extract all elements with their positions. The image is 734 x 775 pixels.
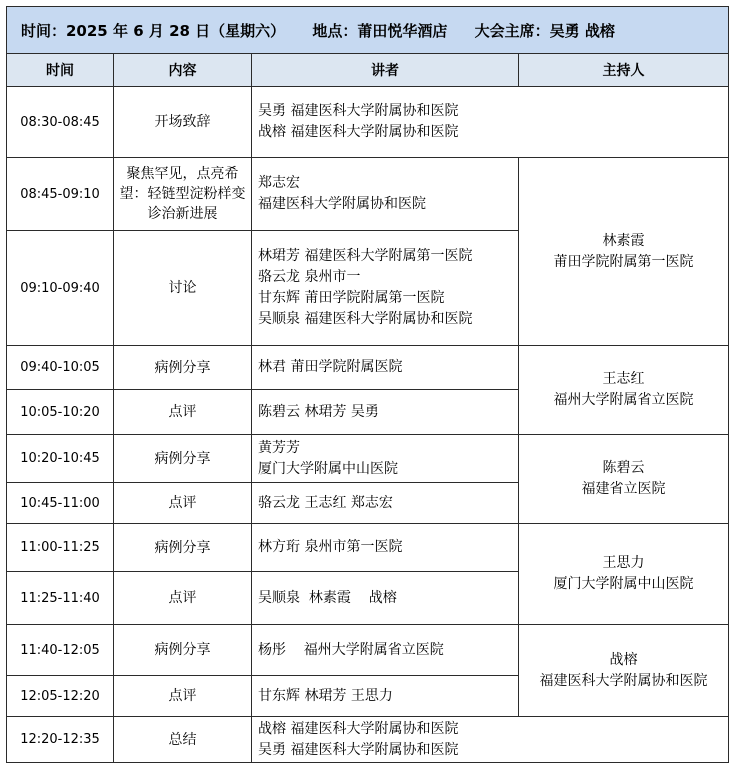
speaker-line: 林珺芳 福建医科大学附属第一医院 xyxy=(258,248,473,264)
header-speaker: 讲者 xyxy=(252,54,519,87)
time-cell: 08:30-08:45 xyxy=(7,87,114,158)
host-hospital: 福建医科大学附属协和医院 xyxy=(539,672,708,689)
host-cell xyxy=(519,625,729,717)
speaker-line: 厦门大学附属中山医院 xyxy=(258,460,398,477)
table-row xyxy=(7,717,729,763)
content-cell: 病例分享 xyxy=(114,625,252,676)
speaker-line: 林君 莆田学院附属医院 xyxy=(258,359,403,375)
host-hospital: 莆田学院附属第一医院 xyxy=(553,253,694,270)
time-cell: 10:20-10:45 xyxy=(7,435,114,483)
speaker-line: 甘东辉 莆田学院附属第一医院 xyxy=(258,290,445,306)
banner-location: 地点：莆田悦华酒店 xyxy=(312,21,448,40)
speaker-line: 骆云龙 王志红 郑志宏 xyxy=(258,494,393,511)
host-hospital: 厦门大学附属中山医院 xyxy=(553,576,694,592)
speaker-line: 吴勇 福建医科大学附属协和医院 xyxy=(258,741,459,758)
time-cell: 09:40-10:05 xyxy=(7,346,114,390)
speaker-cell xyxy=(252,524,519,572)
content-text: 聚焦罕见，点亮希望：轻链型淀粉样变诊治新进展 xyxy=(119,166,246,222)
speaker-line: 福建医科大学附属协和医院 xyxy=(258,196,426,212)
host-hospital: 福建省立医院 xyxy=(581,481,666,497)
host-cell xyxy=(519,524,729,625)
time-cell: 12:20-12:35 xyxy=(7,717,114,763)
host-name: 陈碧云 xyxy=(602,460,645,476)
header-row xyxy=(7,54,729,87)
content-cell: 病例分享 xyxy=(114,346,252,390)
speaker-cell xyxy=(252,158,519,231)
host-name: 林素霞 xyxy=(602,232,645,249)
table-row xyxy=(7,435,729,483)
time-cell: 10:05-10:20 xyxy=(7,390,114,435)
speaker-line: 陈碧云 林珺芳 吴勇 xyxy=(258,403,379,420)
speaker-cell xyxy=(252,231,519,346)
speaker-cell xyxy=(252,346,519,390)
host-hospital: 福州大学附属省立医院 xyxy=(553,392,694,408)
time-cell: 11:25-11:40 xyxy=(7,572,114,625)
speaker-line: 吴顺泉 林素霞 战榕 xyxy=(258,589,397,606)
content-cell: 病例分享 xyxy=(114,524,252,572)
time-cell: 11:40-12:05 xyxy=(7,625,114,676)
speaker-line: 郑志宏 xyxy=(258,175,300,191)
speaker-cell xyxy=(252,717,729,763)
host-name: 战榕 xyxy=(609,651,638,668)
content-cell xyxy=(114,158,252,231)
header-content: 内容 xyxy=(114,54,252,87)
speaker-line: 战榕 福建医科大学附属协和医院 xyxy=(258,720,459,737)
time-cell: 10:45-11:00 xyxy=(7,483,114,524)
banner-time: 时间：2025 年 6 月 28 日（星期六） xyxy=(21,21,286,40)
speaker-line: 吴顺泉 福建医科大学附属协和医院 xyxy=(258,311,473,327)
speaker-line: 杨彤 福州大学附属省立医院 xyxy=(258,641,444,658)
time-cell: 11:00-11:25 xyxy=(7,524,114,572)
speaker-line: 林方珩 泉州市第一医院 xyxy=(258,539,403,555)
speaker-line: 吴勇 福建医科大学附属协和医院 xyxy=(258,103,459,119)
speaker-cell xyxy=(252,435,519,483)
time-cell: 09:10-09:40 xyxy=(7,231,114,346)
speaker-cell xyxy=(252,483,519,524)
header-host: 主持人 xyxy=(519,54,729,87)
speaker-line: 黄芳芳 xyxy=(258,439,300,456)
host-cell xyxy=(519,435,729,524)
table-row xyxy=(7,346,729,390)
speaker-cell xyxy=(252,572,519,625)
speaker-line: 战榕 福建医科大学附属协和医院 xyxy=(258,124,459,140)
content-cell: 开场致辞 xyxy=(114,87,252,158)
table-row xyxy=(7,158,729,231)
header-time: 时间 xyxy=(7,54,114,87)
time-cell: 12:05-12:20 xyxy=(7,676,114,717)
speaker-cell xyxy=(252,390,519,435)
speaker-line: 甘东辉 林珺芳 王思力 xyxy=(258,687,393,704)
content-cell: 点评 xyxy=(114,483,252,524)
host-cell xyxy=(519,158,729,346)
table-row xyxy=(7,524,729,572)
speaker-cell xyxy=(252,87,729,158)
banner-row xyxy=(7,7,729,54)
content-cell: 点评 xyxy=(114,390,252,435)
time-cell: 08:45-09:10 xyxy=(7,158,114,231)
banner-chair: 大会主席：吴勇 战榕 xyxy=(474,21,615,40)
speaker-line: 骆云龙 泉州市一 xyxy=(258,269,361,285)
banner xyxy=(7,7,729,54)
content-cell: 总结 xyxy=(114,717,252,763)
speaker-cell xyxy=(252,676,519,717)
table-row xyxy=(7,87,729,158)
host-name: 王思力 xyxy=(602,555,645,571)
table-row xyxy=(7,625,729,676)
speaker-cell xyxy=(252,625,519,676)
agenda-table xyxy=(6,6,729,763)
content-cell: 点评 xyxy=(114,572,252,625)
content-cell: 讨论 xyxy=(114,231,252,346)
host-cell xyxy=(519,346,729,435)
host-name: 王志红 xyxy=(602,371,645,387)
content-cell: 点评 xyxy=(114,676,252,717)
content-cell: 病例分享 xyxy=(114,435,252,483)
